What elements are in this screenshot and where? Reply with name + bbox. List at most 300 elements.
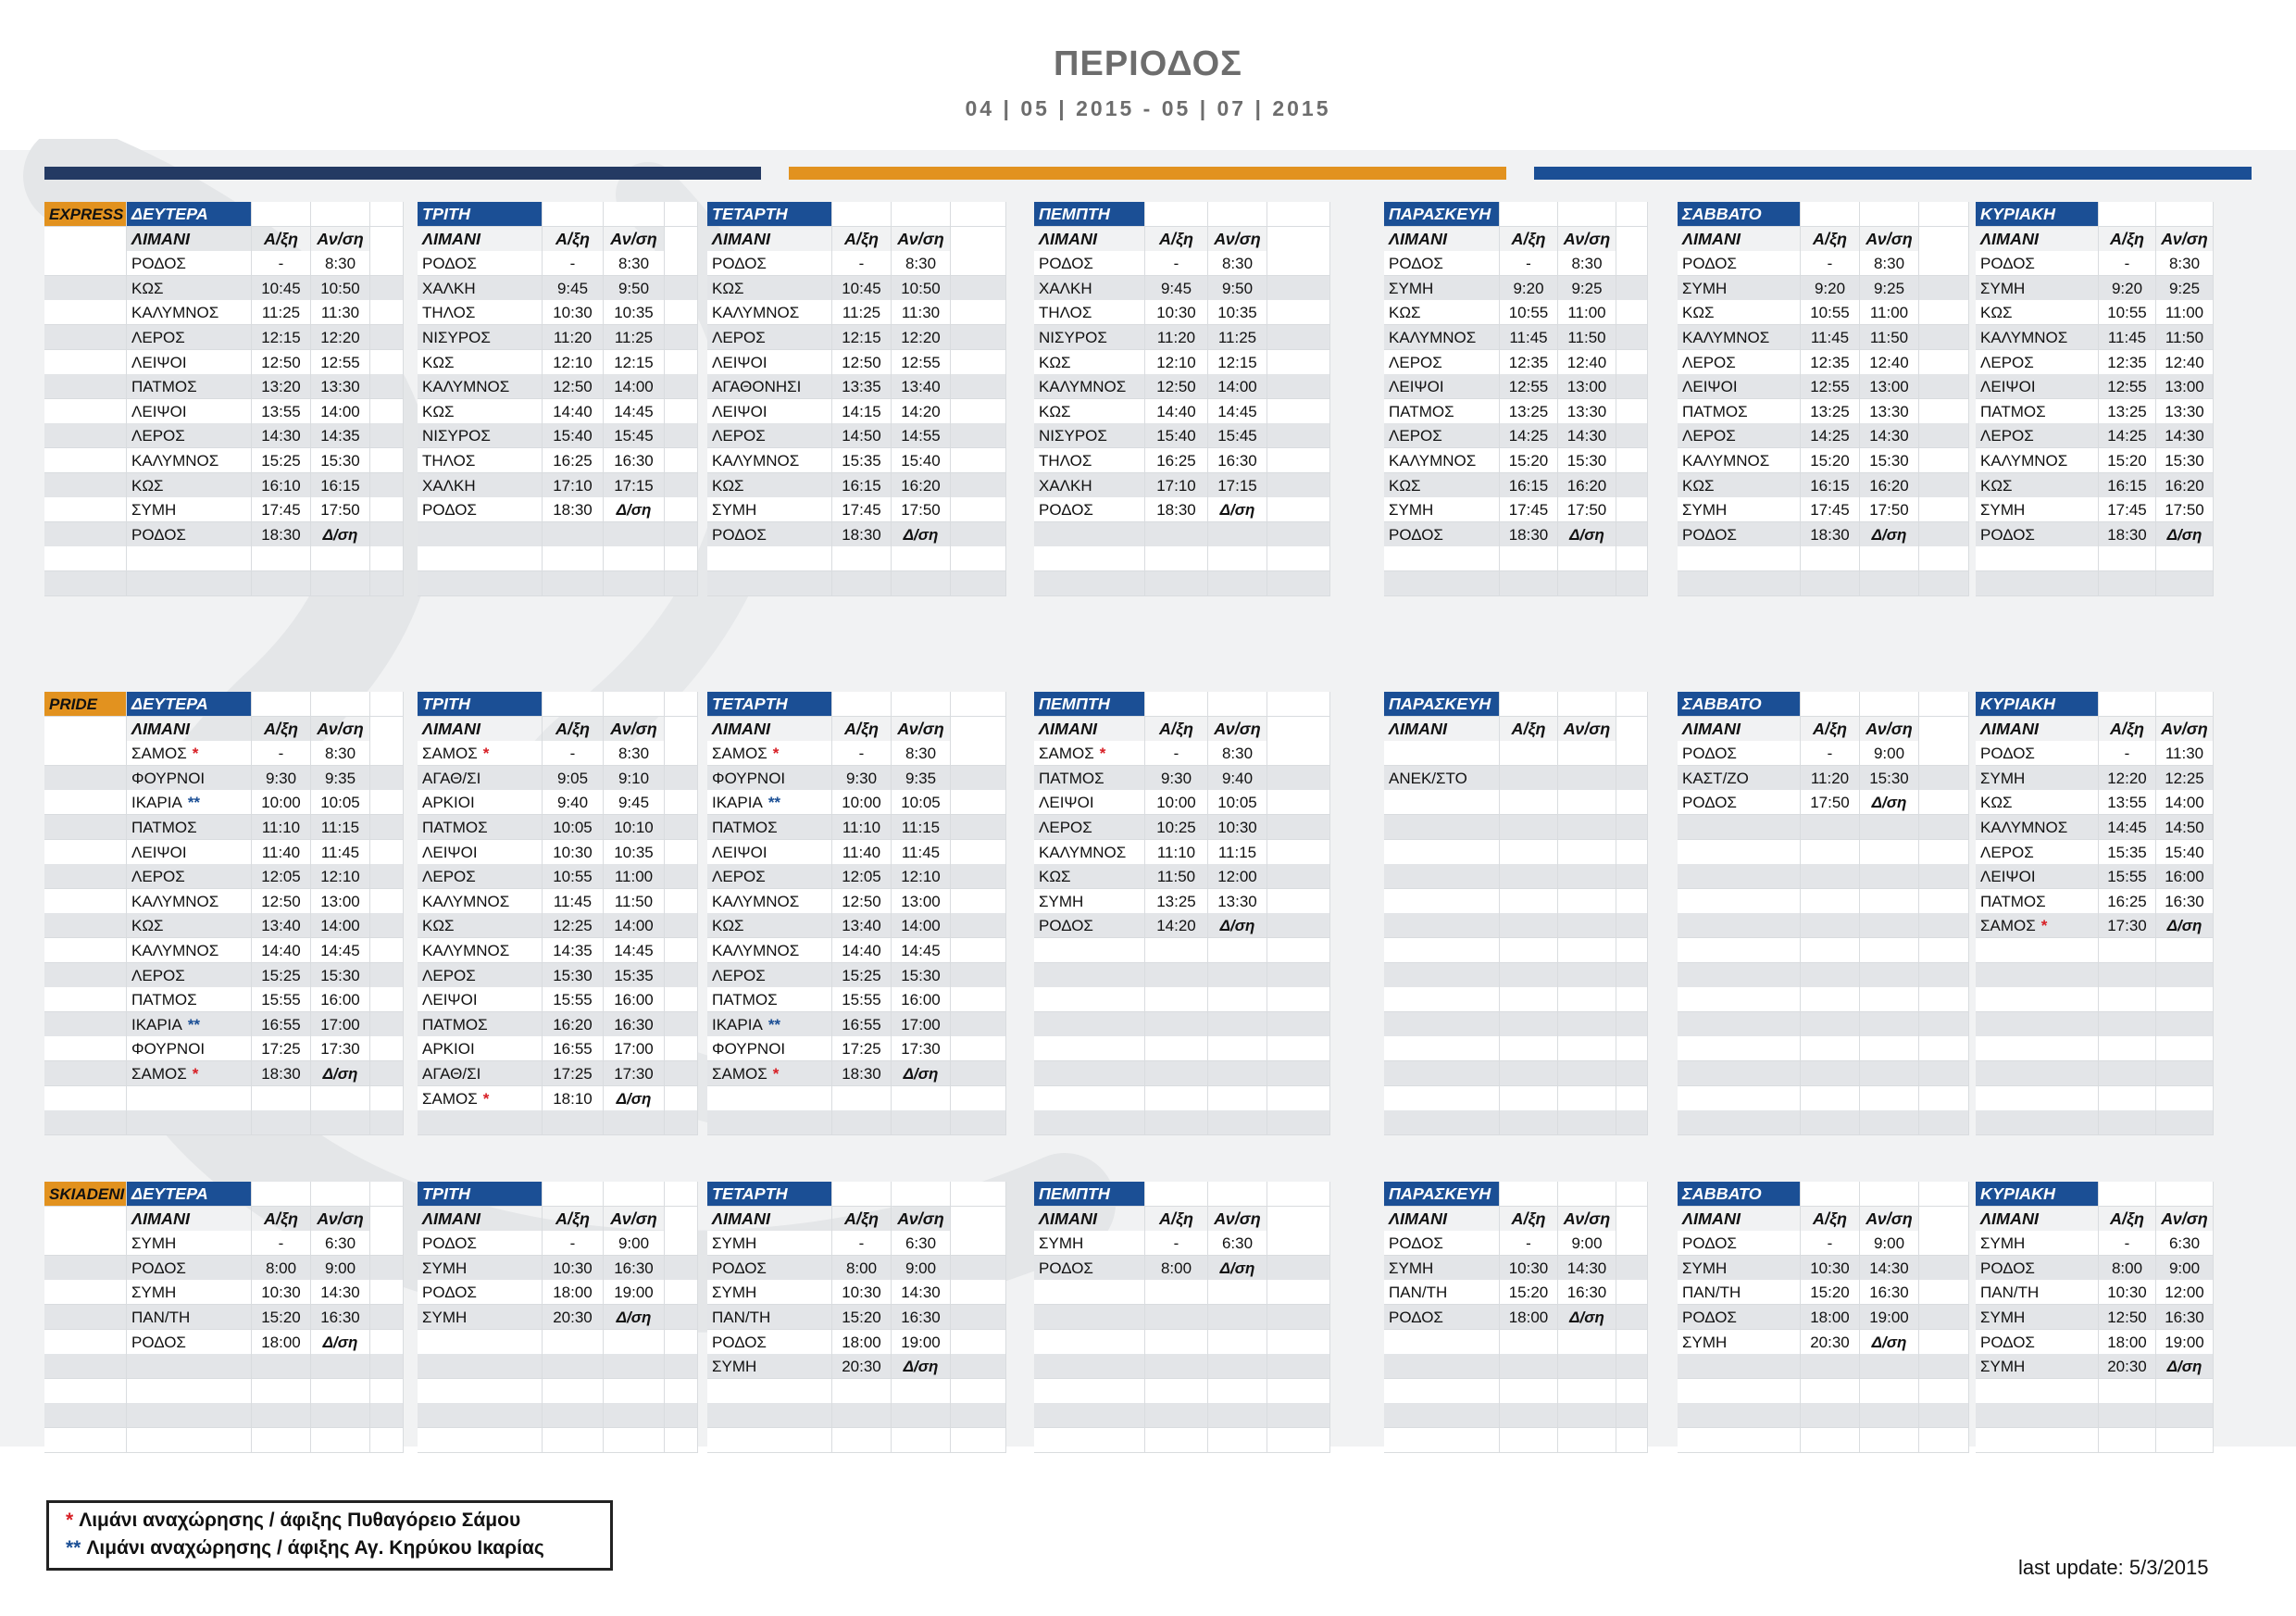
day-header-6: ΣΑΒΒΑΤΟ — [1678, 1182, 1801, 1207]
departure-time: 6:30 — [1208, 1231, 1267, 1256]
empty-cell — [252, 1428, 311, 1453]
arrival-time: 14:40 — [252, 938, 311, 963]
departure-time: 10:35 — [1208, 300, 1267, 325]
day-header-3: ΤΕΤΑΡΤΗ — [707, 202, 832, 227]
arrival-time: 18:30 — [252, 522, 311, 547]
port-cell — [1976, 374, 2099, 399]
gap-cell — [1919, 350, 1969, 375]
arrival-time: 17:25 — [543, 1061, 604, 1086]
gap-cell — [1267, 1110, 1330, 1135]
arrival-time: 18:00 — [2099, 1330, 2156, 1355]
port-cell — [1678, 1305, 1801, 1330]
empty-cell — [1500, 1061, 1558, 1086]
gap-cell — [665, 202, 698, 227]
port-cell — [127, 448, 252, 473]
gap-cell — [665, 913, 698, 938]
empty-cell — [1500, 1330, 1558, 1355]
port-cell — [1678, 522, 1801, 547]
arrival-time: 12:50 — [252, 350, 311, 375]
port-cell — [418, 497, 543, 522]
gap-cell — [1919, 522, 1969, 547]
port-name: ΛΕΙΨΟΙ — [422, 991, 478, 1009]
empty-cell — [2156, 1379, 2214, 1404]
port-name: ΡΟΔΟΣ — [1980, 745, 2035, 763]
port-name: ΦΟΥΡΝΟΙ — [712, 769, 786, 787]
departure-time: 12:25 — [2156, 766, 2214, 791]
empty-cell — [1678, 1354, 1801, 1379]
header-blank — [1500, 1182, 1558, 1207]
empty-cell — [2156, 1428, 2214, 1453]
gap-cell — [1267, 1231, 1330, 1256]
port-name: ΣΥΜΗ — [712, 1284, 757, 1302]
empty-cell — [2099, 1110, 2156, 1135]
port-name: ΣΥΜΗ — [712, 1234, 757, 1253]
gap-cell — [1919, 1086, 1969, 1111]
gap-cell — [370, 399, 404, 424]
arrival-time: 10:55 — [2099, 300, 2156, 325]
gap-cell — [370, 1110, 404, 1135]
port-name: ΤΗΛΟΣ — [1039, 304, 1092, 322]
port-name: ΣΥΜΗ — [1980, 1309, 2026, 1326]
row-spacer — [44, 227, 127, 252]
departure-time: 14:35 — [311, 423, 370, 448]
day-header-4: ΠΕΜΠΤΗ — [1034, 692, 1145, 717]
arrival-time: 16:55 — [543, 1036, 604, 1061]
port-name: ΚΩΣ — [131, 917, 164, 935]
empty-cell — [707, 1110, 832, 1135]
arrival-time: 9:40 — [543, 790, 604, 815]
empty-cell — [1678, 1012, 1801, 1037]
gap-cell — [951, 251, 1006, 276]
gap-cell — [1919, 1256, 1969, 1281]
arrival-time: 20:30 — [832, 1354, 892, 1379]
port-cell — [418, 864, 543, 889]
port-name: ΛΕΡΟΣ — [1980, 843, 2034, 861]
port-cell — [1976, 276, 2099, 301]
empty-cell — [311, 1428, 370, 1453]
arrival-time: 12:35 — [1801, 350, 1860, 375]
port-cell — [418, 790, 543, 815]
gap-cell — [665, 815, 698, 840]
gap-cell — [665, 1403, 698, 1428]
gap-cell — [951, 938, 1006, 963]
port-name: ΡΟΔΟΣ — [131, 255, 186, 273]
empty-cell — [127, 1428, 252, 1453]
arrival-time: 18:30 — [1801, 522, 1860, 547]
gap-cell — [1919, 790, 1969, 815]
gap-cell — [665, 399, 698, 424]
port-name: ΣΥΜΗ — [1682, 1259, 1728, 1277]
empty-cell — [1145, 1280, 1208, 1305]
empty-cell — [1678, 938, 1801, 963]
departure-time: 9:00 — [311, 1256, 370, 1281]
arrival-time: 13:25 — [2099, 399, 2156, 424]
arrival-time: 12:10 — [543, 350, 604, 375]
gap-cell — [951, 692, 1006, 717]
gap-cell — [1267, 497, 1330, 522]
departure-time: 10:35 — [604, 840, 665, 865]
departure-column-header: Αν/ση — [604, 1207, 665, 1232]
arrival-column-header: Α/ξη — [1145, 717, 1208, 742]
gap-cell — [1267, 350, 1330, 375]
empty-cell — [707, 1428, 832, 1453]
gap-cell — [665, 374, 698, 399]
port-cell — [1976, 815, 2099, 840]
row-spacer — [44, 864, 127, 889]
arrival-time: 18:30 — [252, 1061, 311, 1086]
empty-cell — [1384, 546, 1500, 571]
port-name: ΚΑΛΥΜΝΟΣ — [422, 942, 510, 959]
arrival-time: - — [543, 741, 604, 766]
port-cell — [1678, 325, 1801, 350]
arrival-time: - — [543, 251, 604, 276]
gap-cell — [1267, 913, 1330, 938]
empty-cell — [2099, 1428, 2156, 1453]
port-name: ΣΑΜΟΣ — [422, 1089, 478, 1108]
port-name: ΡΟΔΟΣ — [1039, 255, 1093, 273]
port-name: ΠΑΤΜΟΣ — [1682, 402, 1748, 420]
port-column-header: ΛΙΜΑΝΙ — [1976, 227, 2099, 252]
gap-cell — [1267, 374, 1330, 399]
departure-time — [1558, 766, 1616, 791]
empty-cell — [1860, 963, 1919, 988]
departure-time: 13:30 — [1558, 399, 1616, 424]
port-cell — [127, 938, 252, 963]
port-cell — [418, 741, 543, 766]
departure-time: Δ/ση — [1860, 1330, 1919, 1355]
port-column-header: ΛΙΜΑΝΙ — [1678, 717, 1801, 742]
departure-time: 14:30 — [2156, 423, 2214, 448]
port-cell — [418, 1280, 543, 1305]
port-name: ΚΩΣ — [1682, 476, 1715, 495]
day-header-5: ΠΑΡΑΣΚΕΥΗ — [1384, 1182, 1500, 1207]
departure-time: 14:50 — [2156, 815, 2214, 840]
port-cell — [707, 790, 832, 815]
port-column-header: ΛΙΜΑΝΙ — [127, 227, 252, 252]
departure-time: 14:00 — [311, 913, 370, 938]
port-name: ΣΥΜΗ — [1389, 1259, 1434, 1277]
header-blank — [1558, 202, 1616, 227]
port-cell — [127, 1061, 252, 1086]
empty-cell — [1860, 1061, 1919, 1086]
arrival-time: 15:55 — [543, 987, 604, 1012]
port-name: ΣΥΜΗ — [131, 1234, 177, 1253]
departure-time: 16:15 — [311, 473, 370, 498]
port-cell — [127, 815, 252, 840]
departure-time: 15:40 — [892, 448, 951, 473]
gap-cell — [951, 227, 1006, 252]
departure-time: 9:25 — [1558, 276, 1616, 301]
port-name: ΛΕΙΨΟΙ — [1980, 868, 2036, 886]
empty-cell — [1384, 815, 1500, 840]
departure-time: 16:30 — [2156, 889, 2214, 914]
header-blank — [1558, 1182, 1616, 1207]
arrival-time: 16:55 — [832, 1012, 892, 1037]
row-spacer — [44, 1207, 127, 1232]
departure-time: 8:30 — [604, 251, 665, 276]
empty-cell — [2156, 1403, 2214, 1428]
port-cell — [127, 423, 252, 448]
gap-cell — [665, 448, 698, 473]
departure-time: 17:50 — [1558, 497, 1616, 522]
gap-cell — [1267, 1182, 1330, 1207]
empty-cell — [1208, 1061, 1267, 1086]
empty-cell — [1678, 889, 1801, 914]
gap-cell — [1919, 202, 1969, 227]
port-name: ΣΥΜΗ — [1980, 501, 2026, 520]
port-cell — [127, 790, 252, 815]
header-blank — [311, 692, 370, 717]
port-cell — [1976, 1305, 2099, 1330]
port-cell — [1678, 276, 1801, 301]
empty-cell — [1558, 864, 1616, 889]
departure-time: 12:40 — [1558, 350, 1616, 375]
port-name: ΝΙΣΥΡΟΣ — [1039, 427, 1107, 445]
port-cell — [1034, 1256, 1145, 1281]
port-cell — [1384, 300, 1500, 325]
port-name: ΚΑΛΥΜΝΟΣ — [712, 942, 800, 959]
departure-time: 17:00 — [892, 1012, 951, 1037]
empty-cell — [1678, 1403, 1801, 1428]
departure-time: 14:45 — [604, 938, 665, 963]
header-blank — [604, 692, 665, 717]
departure-time: 12:55 — [311, 350, 370, 375]
arrival-time: 18:00 — [1801, 1305, 1860, 1330]
empty-cell — [1801, 1086, 1860, 1111]
port-column-header: ΛΙΜΑΝΙ — [707, 227, 832, 252]
gap-cell — [951, 963, 1006, 988]
vessel-label: EXPRESS — [44, 202, 127, 227]
port-cell — [418, 1012, 543, 1037]
gap-cell — [665, 766, 698, 791]
arrival-time: 10:00 — [252, 790, 311, 815]
arrival-time: 14:25 — [1500, 423, 1558, 448]
gap-cell — [1616, 300, 1648, 325]
empty-cell — [1558, 987, 1616, 1012]
departure-column-header: Αν/ση — [1208, 1207, 1267, 1232]
arrival-time: 14:45 — [2099, 815, 2156, 840]
gap-cell — [665, 864, 698, 889]
gap-cell — [665, 1231, 698, 1256]
empty-cell — [1034, 963, 1145, 988]
gap-cell — [1919, 423, 1969, 448]
departure-time: 16:20 — [1860, 473, 1919, 498]
arrival-time: 14:15 — [832, 399, 892, 424]
gap-cell — [1267, 1256, 1330, 1281]
empty-cell — [1384, 1428, 1500, 1453]
empty-cell — [1145, 571, 1208, 596]
empty-cell — [252, 1379, 311, 1404]
arrival-time: 17:45 — [2099, 497, 2156, 522]
arrival-time: 17:45 — [832, 497, 892, 522]
row-spacer — [44, 963, 127, 988]
samos-marker-icon: * — [482, 1089, 490, 1108]
port-name: ΡΟΔΟΣ — [1980, 1333, 2035, 1351]
port-cell — [1976, 889, 2099, 914]
port-name: ΦΟΥΡΝΟΙ — [712, 1040, 786, 1059]
gap-cell — [1919, 546, 1969, 571]
empty-cell — [1860, 1086, 1919, 1111]
row-spacer — [44, 741, 127, 766]
gap-cell — [951, 1036, 1006, 1061]
port-cell — [1034, 276, 1145, 301]
gap-cell — [665, 1305, 698, 1330]
departure-time: Δ/ση — [1208, 497, 1267, 522]
gap-cell — [951, 1086, 1006, 1111]
header-blank — [1208, 692, 1267, 717]
gap-cell — [370, 546, 404, 571]
departure-time: 16:00 — [604, 987, 665, 1012]
port-name: ΠΑΤΜΟΣ — [422, 1015, 488, 1033]
legend-single-star — [66, 1507, 610, 1535]
gap-cell — [1616, 350, 1648, 375]
empty-cell — [127, 1379, 252, 1404]
departure-time: 11:45 — [892, 840, 951, 865]
day-header-2: ΤΡΙΤΗ — [418, 202, 543, 227]
gap-cell — [951, 473, 1006, 498]
gap-cell — [1616, 546, 1648, 571]
port-name: ΛΕΙΨΟΙ — [131, 402, 187, 420]
arrival-time: 11:45 — [1500, 325, 1558, 350]
empty-cell — [1034, 1379, 1145, 1404]
gap-cell — [370, 423, 404, 448]
empty-cell — [252, 1086, 311, 1111]
arrival-column-header: Α/ξη — [1500, 717, 1558, 742]
port-name: ΣΑΜΟΣ — [1039, 745, 1094, 763]
port-name: ΠΑΤΜΟΣ — [712, 819, 778, 836]
gap-cell — [370, 497, 404, 522]
port-name: ΚΑΛΥΜΝΟΣ — [1389, 329, 1477, 346]
empty-cell — [832, 1110, 892, 1135]
departure-time: 12:00 — [1208, 864, 1267, 889]
samos-marker-icon: * — [482, 745, 490, 763]
empty-cell — [1384, 1379, 1500, 1404]
port-name: ΛΕΡΟΣ — [1980, 353, 2034, 371]
day-header-2: ΤΡΙΤΗ — [418, 1182, 543, 1207]
departure-time: 11:00 — [1558, 300, 1616, 325]
gap-cell — [1267, 1354, 1330, 1379]
port-name: ΣΥΜΗ — [1682, 279, 1728, 297]
departure-time: Δ/ση — [1860, 790, 1919, 815]
vessel-label: PRIDE — [44, 692, 127, 717]
gap-cell — [1919, 717, 1969, 742]
arrival-time: 11:25 — [832, 300, 892, 325]
gap-cell — [1919, 497, 1969, 522]
gap-cell — [1616, 1330, 1648, 1355]
empty-cell — [1145, 1428, 1208, 1453]
empty-cell — [1384, 913, 1500, 938]
port-cell — [127, 1305, 252, 1330]
empty-cell — [1801, 864, 1860, 889]
empty-cell — [1500, 987, 1558, 1012]
departure-time: 14:45 — [892, 938, 951, 963]
port-cell — [1034, 251, 1145, 276]
gap-cell — [1919, 227, 1969, 252]
gap-cell — [665, 473, 698, 498]
gap-cell — [1267, 1086, 1330, 1111]
departure-time: 16:30 — [2156, 1305, 2214, 1330]
port-name: ΡΟΔΟΣ — [1039, 917, 1093, 935]
row-spacer — [44, 1428, 127, 1453]
arrival-column-header: Α/ξη — [252, 717, 311, 742]
port-cell — [707, 1061, 832, 1086]
port-cell — [1976, 741, 2099, 766]
port-name: ΡΟΔΟΣ — [1980, 1259, 2035, 1277]
empty-cell — [1860, 1403, 1919, 1428]
port-name: ΠΑΤΜΟΣ — [1039, 769, 1104, 787]
departure-time: 14:30 — [892, 1280, 951, 1305]
arrival-time: - — [252, 251, 311, 276]
empty-cell — [1976, 571, 2099, 596]
arrival-column-header: Α/ξη — [832, 717, 892, 742]
legend-double-text: Λιμάνι αναχώρησης / άφιξης Αγ. Κηρύκου Ικαρίας — [86, 1537, 544, 1559]
header-blank — [892, 202, 951, 227]
port-name: ΚΑΛΥΜΝΟΣ — [1039, 843, 1127, 861]
arrival-time: 11:10 — [1145, 840, 1208, 865]
arrival-time: 16:20 — [543, 1012, 604, 1037]
header-blank — [543, 1182, 604, 1207]
port-cell — [127, 399, 252, 424]
port-column-header: ΛΙΜΑΝΙ — [127, 717, 252, 742]
port-name: ΛΕΙΨΟΙ — [712, 402, 767, 420]
header-blank — [2156, 1182, 2214, 1207]
gap-cell — [370, 1428, 404, 1453]
port-name: ΑΝΕΚ/ΣΤΟ — [1389, 769, 1467, 787]
empty-cell — [1558, 1036, 1616, 1061]
empty-cell — [1145, 1061, 1208, 1086]
gap-cell — [370, 766, 404, 791]
port-name: ΡΟΔΟΣ — [131, 1259, 186, 1277]
departure-time: 9:35 — [892, 766, 951, 791]
gap-cell — [370, 1256, 404, 1281]
gap-cell — [1616, 571, 1648, 596]
arrival-time: 13:20 — [252, 374, 311, 399]
port-cell — [707, 497, 832, 522]
header-blank — [252, 692, 311, 717]
last-update: last update: 5/3/2015 — [2018, 1556, 2209, 1579]
departure-time: 8:30 — [1860, 251, 1919, 276]
empty-cell — [1558, 815, 1616, 840]
port-name: ΤΗΛΟΣ — [422, 304, 476, 322]
gap-cell — [1919, 889, 1969, 914]
port-cell — [418, 300, 543, 325]
port-column-header: ΛΙΜΑΝΙ — [1384, 717, 1500, 742]
arrival-time: - — [1145, 251, 1208, 276]
empty-cell — [1976, 1379, 2099, 1404]
arrival-time: - — [1801, 741, 1860, 766]
gap-cell — [1267, 864, 1330, 889]
port-cell — [1976, 448, 2099, 473]
port-name: ΣΑΜΟΣ — [422, 745, 478, 763]
port-cell — [1976, 251, 2099, 276]
departure-time: 9:00 — [1860, 741, 1919, 766]
port-name: ΚΩΣ — [1389, 476, 1421, 495]
empty-cell — [892, 1403, 951, 1428]
arrival-time: 17:25 — [252, 1036, 311, 1061]
arrival-time: 15:20 — [2099, 448, 2156, 473]
empty-cell — [1145, 1354, 1208, 1379]
gap-cell — [951, 1207, 1006, 1232]
port-cell — [1678, 251, 1801, 276]
arrival-time: 11:25 — [252, 300, 311, 325]
departure-time: 11:50 — [1860, 325, 1919, 350]
gap-cell — [370, 889, 404, 914]
departure-time: 12:00 — [2156, 1280, 2214, 1305]
port-name: ΙΚΑΡΙΑ — [712, 794, 763, 812]
port-cell — [1384, 766, 1500, 791]
empty-cell — [311, 1086, 370, 1111]
row-spacer — [44, 790, 127, 815]
